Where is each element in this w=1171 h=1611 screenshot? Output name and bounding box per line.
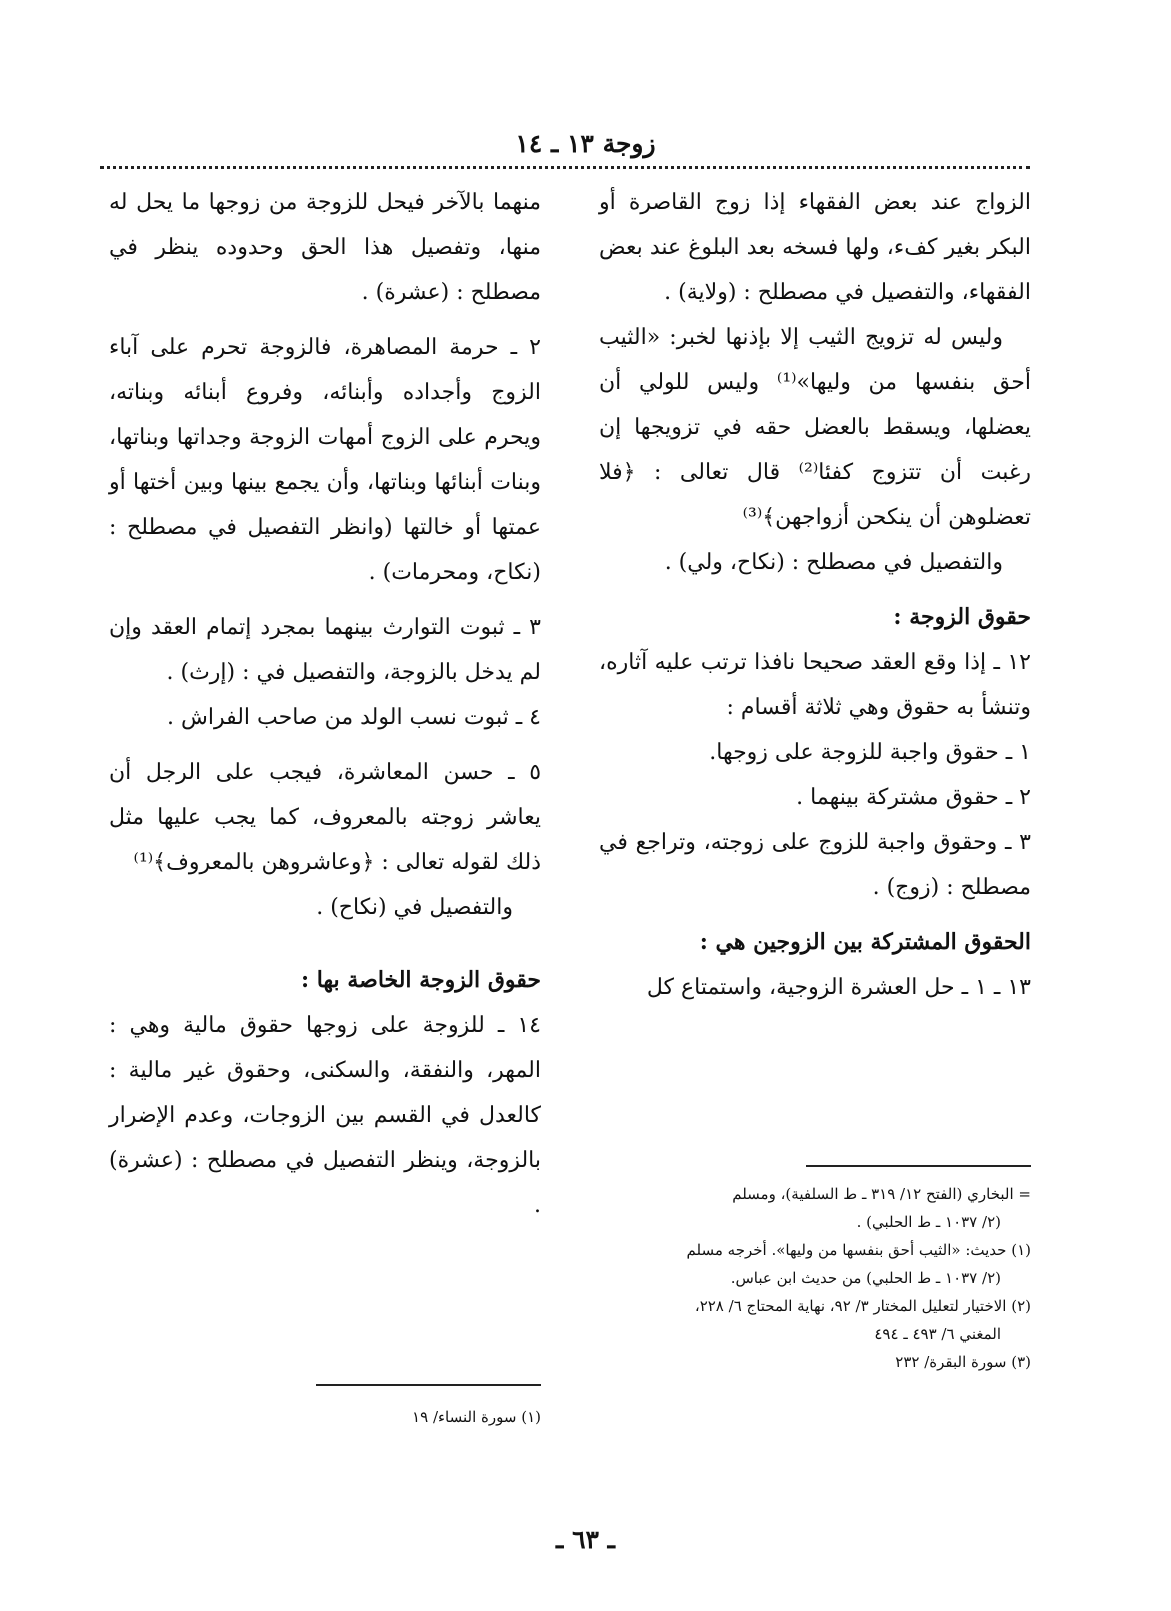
footnotes-right <box>599 1180 1031 1376</box>
list-item-2: ٢ ـ حقوق مشتركة بينهما . <box>796 785 1031 810</box>
footnote-1-line2: (٢/ ١٠٣٧ ـ ط الحلبي) من حديث ابن عباس. <box>730 1269 1001 1287</box>
paragraph-wilaya: الزواج عند بعض الفقهاء إذا زوج القاصرة أو البكر بغير كفء، ولها فسخه بعد البلوغ عند بعض الفقهاء، والتفصيل في مصطلح : (ولاية) . <box>599 190 1031 305</box>
right-column <box>599 180 1031 1020</box>
footnote-2: (٢) الاختيار لتعليل المختار ٣/ ٩٢، نهاية المحتاج ٦/ ٢٢٨، <box>694 1297 1031 1315</box>
paragraph-nikah-detail: والتفصيل في (نكاح) . <box>316 895 513 920</box>
paragraph-12: ١٢ ـ إذا وقع العقد صحيحا نافذا ترتب عليه آثاره، وتنشأ به حقوق وهي ثلاثة أقسام : <box>599 650 1031 720</box>
footnote-3: (٣) سورة البقرة/ ٢٣٢ <box>895 1353 1031 1371</box>
footnote-continued: = البخاري (الفتح ١٢/ ٣١٩ ـ ط السلفية)، ومسلم <box>732 1185 1031 1203</box>
paragraph-musahara: ٢ ـ حرمة المصاهرة، فالزوجة تحرم على آباء الزوج وأجداده وأبنائه، وفروع أبنائه وبناته، ويحرم على الزوج أمهات الزوجة وجداتها وبناتها، وبنات أبنائها وبناتها، وأن يجمع بينها وبين أختها أو عمتها أو خالتها (وانظر التفصيل في مصطلح : (نكاح، ومحرمات) . <box>109 335 541 585</box>
footnote-2-line2: المغني ٦/ ٤٩٣ ـ ٤٩٤ <box>874 1325 1001 1343</box>
footnote-divider-left <box>316 1384 541 1386</box>
heading-wife-rights: حقوق الزوجة : <box>893 604 1031 630</box>
footnotes-left <box>109 1403 541 1431</box>
header-dotted-divider <box>100 166 1030 169</box>
running-header-title: زوجة ١٣ ـ ١٤ <box>515 129 656 158</box>
footnote-1: (١) حديث: «الثيب أحق بنفسها من وليها». أخرجه مسلم <box>686 1241 1031 1259</box>
paragraph-lineage: ٤ ـ ثبوت نسب الولد من صاحب الفراش . <box>166 705 541 730</box>
paragraph-ishra: منهما بالآخر فيحل للزوجة من زوجها ما يحل له منها، وتفصيل هذا الحق وحدوده ينظر في مصطلح : (عشرة) . <box>109 190 541 305</box>
paragraph-14: ١٤ ـ للزوجة على زوجها حقوق مالية وهي : المهر، والنفقة، والسكنى، وحقوق غير مالية : كالعدل في القسم بين الزوجات، وعدم الإضرار بالزوجة، وينظر التفصيل في مصطلح : (عشرة) . <box>109 1013 541 1218</box>
footnote-continued-line2: (٢/ ١٠٣٧ ـ ط الحلبي) . <box>856 1213 1001 1231</box>
paragraph-nikah-ref: والتفصيل في مصطلح : (نكاح، ولي) . <box>664 550 1003 575</box>
footnote-divider-right <box>806 1165 1031 1167</box>
page-number: ـ ٦٣ ـ <box>556 1525 615 1554</box>
heading-wife-specific-rights: حقوق الزوجة الخاصة بها : <box>300 967 541 993</box>
list-item-1: ١ ـ حقوق واجبة للزوجة على زوجها. <box>709 740 1031 765</box>
paragraph-inheritance: ٣ ـ ثبوت التوارث بينهما بمجرد إتمام العقد وإن لم يدخل بالزوجة، والتفصيل في : (إرث) . <box>109 615 541 685</box>
heading-shared-rights: الحقوق المشتركة بين الزوجين هي : <box>699 929 1031 955</box>
paragraph-good-companionship: ٥ ـ حسن المعاشرة، فيجب على الرجل أن يعاشر زوجته بالمعروف، كما يجب عليها مثل ذلك لقوله تعالى : ﴿وعاشروهن بالمعروف﴾⁽¹⁾ <box>109 760 542 875</box>
footnote-1-left: (١) سورة النساء/ ١٩ <box>412 1408 541 1426</box>
paragraph-thayyib: وليس له تزويج الثيب إلا بإذنها لخبر: «الثيب أحق بنفسها من وليها»⁽¹⁾ وليس للولي أن يعضلها، ويسقط بالعضل حقه في تزويجها إن رغبت أن تتزوج كفئا⁽²⁾ قال تعالى : ﴿فلا تعضلوهن أن ينكحن أزواجهن﴾⁽³⁾ <box>599 325 1031 530</box>
list-item-3: ٣ ـ وحقوق واجبة للزوج على زوجته، وتراجع في مصطلح : (زوج) . <box>599 830 1031 900</box>
left-column <box>109 180 541 1238</box>
paragraph-13: ١٣ ـ ١ ـ حل العشرة الزوجية، واستمتاع كل <box>646 975 1031 1000</box>
